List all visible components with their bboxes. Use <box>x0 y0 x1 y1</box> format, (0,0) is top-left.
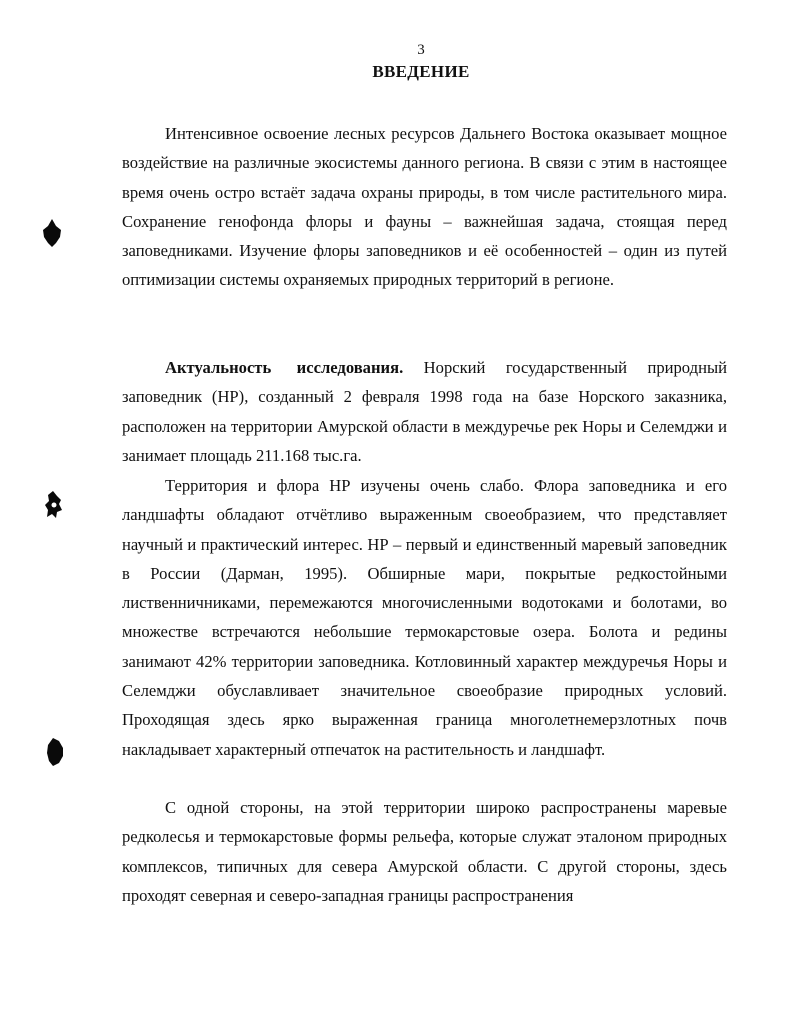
ink-blot-mark-bottom <box>45 737 65 767</box>
paragraph-intro: Интенсивное освоение лесных ресурсов Дальнего Востока оказывает мощное воздействие на различные экосистемы данного региона. В связи с этим в настоящее время очень остро встаёт задача охраны природы, в том числе растительного мира. Сохранение генофонда флоры и фауны – важнейшая задача, стоящая перед заповедниками. Изучение флоры заповедников и её особенностей – один из путей оптимизации системы охраняемых природных территорий в регионе. <box>122 124 727 290</box>
page-number: 3 <box>417 42 425 58</box>
paragraph-other-side: С одной стороны, на этой территории широко распространены маревые редколесья и термокарстовые формы рельефа, которые служат эталоном природных комплексов, типичных для севера Амурской области. С другой стороны, здесь проходят северная и северо-западная границы распространения <box>122 798 727 905</box>
page-heading: ВВЕДЕНИЕ <box>372 62 470 81</box>
relevance-text: Норский государственный природный заповедник (НР), созданный 2 февраля 1998 года на базе Норского заказника, расположен на территории Амурской области в междуречье рек Норы и Селемджи и занимает площадь 211.168 тыс.га. <box>122 358 727 465</box>
ink-blot-mark-top <box>41 218 63 248</box>
relevance-lead: Актуальность исследования. <box>165 358 404 377</box>
paragraph-territory: Территория и флора НР изучены очень слабо. Флора заповедника и его ландшафты обладают отчётливо выраженным своеобразием, что представляет научный и практический интерес. НР – первый и единственный маревый заповедник в России (Дарман, 1995). Обширные мари, покрытые редкостойными лиственничниками, перемежаются многочисленными водотоками и болотами, во множестве встречаются небольшие термокарстовые озера. Болота и редины занимают 42% территории заповедника. Котловинный характер междуречья Норы и Селемджи обуславливает значительное своеобразие природных условий. Проходящая здесь ярко выраженная граница многолетнемерзлотных почв накладывает характерный отпечаток на растительность и ландшафт. <box>122 476 727 759</box>
paragraph-relevance <box>122 353 727 470</box>
ink-blot-mark-middle <box>44 490 64 520</box>
